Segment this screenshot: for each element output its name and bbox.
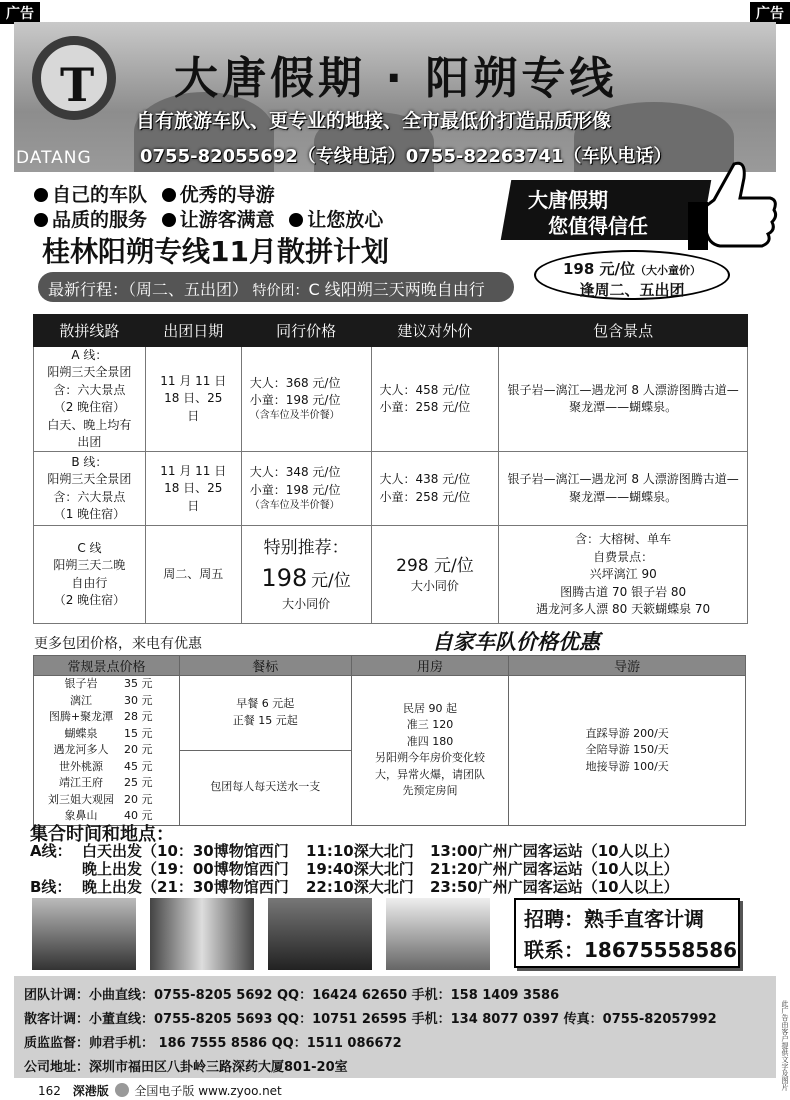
table-row — [34, 347, 748, 452]
logo-t-icon: T — [60, 58, 95, 112]
price-note: （含车位及半价餐） — [249, 499, 340, 511]
route-line: B 线： — [71, 455, 108, 470]
spots-cell: 银子岩—漓江—遇龙河 8 人漂游图腾古道—聚龙潭——蝴蝶泉。 — [499, 347, 748, 452]
room-line: 准四 180 — [406, 734, 454, 748]
side-note: 此广告由客户提供文字及图片 — [781, 1000, 789, 1091]
water-cell: 包团每人每天送水一支 — [179, 750, 351, 825]
gather-stop: 晚上出发（21：30博物馆西门 — [82, 878, 289, 896]
scenic-price: 25 元 — [124, 776, 153, 789]
route-line: 阳朔三天全景团 — [47, 472, 132, 487]
scenic-item — [38, 709, 179, 726]
bullet-icon — [162, 213, 176, 227]
scenic-price: 30 元 — [124, 693, 153, 707]
table-header: 散拼线路 — [34, 315, 146, 347]
scenic-price-list — [34, 676, 180, 826]
badge-price: 198 元/位 — [562, 260, 635, 278]
footer — [38, 1082, 282, 1099]
page-number: 162 — [38, 1084, 61, 1098]
suggest-price-cell — [371, 526, 499, 624]
price-line: 大人：438 元/位 — [379, 472, 471, 487]
scenic-price: 45 元 — [124, 759, 153, 773]
logo-name: DATANG — [16, 148, 92, 168]
route-line: 含：六大景点 — [53, 382, 126, 397]
banner-subtitle: 自有旅游车队、更专业的地接、全市最低价打造品质形像 — [136, 110, 612, 132]
scenic-item — [38, 775, 179, 792]
price-line: 大人：368 元/位 — [249, 375, 341, 390]
contact-line: 团队计调：小曲直线：0755-8205 5692 QQ：16424 62650 手机：158 1409 3586 — [24, 988, 560, 1003]
scenic-name: 遇龙河多人 — [53, 743, 109, 756]
scenic-price: 20 元 — [124, 792, 153, 806]
price-line: 大人：458 元/位 — [379, 382, 471, 397]
price-line: 小童：258 元/位 — [379, 400, 471, 415]
scenic-name: 靖江王府 — [59, 776, 103, 789]
globe-icon — [115, 1083, 129, 1097]
feature-row-2 — [34, 205, 383, 232]
route-line: （2 晚住宿） — [53, 400, 126, 415]
scenic-item — [38, 742, 179, 759]
date-line: 11 月 11 日 — [160, 463, 227, 478]
scenic-name: 银子岩 — [64, 677, 98, 690]
bullet-icon — [34, 213, 48, 227]
spot-line: 图腾古道 70 银子岩 80 — [560, 584, 687, 599]
recommend-note: 大小同价 — [282, 596, 331, 611]
spot-line: 含：大榕树、单车 — [575, 532, 672, 547]
badge-schedule: 逢周二、五出团 — [579, 281, 685, 299]
peer-price-cell — [241, 347, 371, 452]
table-header: 用房 — [351, 656, 509, 676]
spots-cell — [499, 526, 748, 624]
ad-tag-right: 广告 — [750, 2, 790, 24]
route-line: 含：六大景点 — [53, 489, 126, 504]
guide-line: 地接导游 100/天 — [585, 759, 669, 773]
gather-stop: 白天出发（10：30博物馆西门 — [82, 842, 289, 860]
contact-line: 公司地址：深圳市福田区八卦岭三路深药大厦801-20室 — [24, 1060, 348, 1075]
price-note: （含车位及半价餐） — [249, 410, 340, 422]
room-line: 大，异常火爆，请团队 — [375, 767, 485, 781]
date-line: 日 — [187, 408, 200, 423]
scenic-price: 28 元 — [124, 710, 153, 723]
table-header-row — [34, 315, 748, 347]
scenic-name: 蝴蝶泉 — [64, 726, 98, 740]
room-line: 民居 90 起 — [403, 701, 457, 715]
feature-item: 让游客满意 — [179, 209, 275, 231]
village-photo — [386, 898, 490, 970]
feature-item: 自己的车队 — [52, 184, 148, 206]
date-line: 日 — [187, 498, 200, 513]
meal-line: 早餐 6 元起 — [236, 697, 295, 711]
route-line: A 线： — [71, 348, 108, 362]
spot-line: 自费景点： — [593, 549, 654, 564]
route-line: （2 晚住宿） — [53, 593, 126, 608]
route-line: C 线 — [77, 541, 102, 556]
date-line: 18 日、25 — [164, 391, 223, 406]
meal-line: 正餐 15 元起 — [232, 713, 298, 727]
dates-cell — [145, 452, 241, 526]
bullet-icon — [34, 188, 48, 202]
spot-line: 遇龙河多人漂 80 天簌蝴蝶泉 70 — [536, 601, 711, 616]
suggest-note: 大小同价 — [410, 579, 459, 594]
guide-line: 全陪导游 150/天 — [585, 743, 669, 756]
scenic-item — [38, 726, 179, 743]
route-line: 白天、晚上均有 — [47, 417, 132, 432]
table-header: 包含景点 — [499, 315, 748, 347]
recommend-cell — [241, 526, 371, 624]
badge-price-note: （大小童价） — [635, 264, 701, 277]
recruit-phone: 联系：18675558586 — [524, 938, 738, 962]
feature-item: 让您放心 — [307, 209, 384, 231]
spot-line: 兴坪漓江 90 — [589, 567, 657, 582]
banner-phones: 0755-82055692（专线电话）0755-82263741（车队电话） — [140, 146, 672, 167]
date-line: 18 日、25 — [164, 481, 223, 496]
special-label: 特价团： — [252, 283, 309, 299]
special-text: C 线阳朔三天两晚自由行 — [308, 280, 485, 299]
feature-row-1 — [34, 180, 275, 207]
contact-block — [14, 976, 776, 1078]
tour-price-table — [33, 314, 748, 624]
route-cell — [34, 347, 146, 452]
gather-line-label: B线： — [30, 878, 72, 896]
table-header: 建议对外价 — [371, 315, 499, 347]
scenic-price: 40 元 — [124, 809, 153, 822]
price-line: 小童：198 元/位 — [249, 392, 341, 407]
feature-item: 优秀的导游 — [179, 184, 275, 206]
contact-line: 散客计调：小董直线：0755-8205 5693 QQ：10751 26595 手机：134 8077 0397 传真：0755-82057992 — [24, 1012, 717, 1027]
scenic-item — [38, 693, 179, 710]
route-line: 阳朔三天二晚 — [53, 558, 126, 573]
gather-stop: 13:00广州广园客运站（10人以上） — [430, 842, 679, 860]
latest-days: （周二、五出团） — [128, 280, 249, 299]
table-row — [34, 452, 748, 526]
recommend-price: 198 — [261, 564, 308, 593]
room-line: 先预定房间 — [402, 784, 458, 798]
main-title: 桂林阳朔专线11月散拼计划 — [42, 235, 389, 268]
peer-price-cell — [241, 452, 371, 526]
scenic-item — [38, 792, 179, 809]
gather-stop: 11:10深大北门 — [306, 842, 414, 860]
landscape-photo — [32, 898, 136, 970]
gather-stop: 19:40深大北门 — [306, 860, 414, 878]
recruit-box — [514, 898, 740, 968]
scenic-price: 15 元 — [124, 726, 153, 740]
dates-cell — [145, 347, 241, 452]
suggest-price: 298 元/位 — [396, 555, 474, 576]
feature-item: 品质的服务 — [52, 209, 148, 231]
dates-cell: 周二、周五 — [145, 526, 241, 624]
recommend-unit: 元/位 — [311, 571, 351, 592]
scenic-name: 象鼻山 — [64, 809, 98, 822]
route-line: 阳朔三天全景团 — [47, 365, 132, 380]
scenic-name: 图腾+聚龙潭 — [48, 710, 114, 723]
recommend-label: 特别推荐： — [263, 538, 349, 559]
table-header: 出团日期 — [145, 315, 241, 347]
gorge-photo — [268, 898, 372, 970]
gather-stop: 21:20广州广园客运站（10人以上） — [430, 860, 679, 878]
price-line: 小童：258 元/位 — [379, 489, 471, 504]
route-cell — [34, 452, 146, 526]
scenic-name: 世外桃源 — [59, 759, 103, 773]
ad-tag-left: 广告 — [0, 2, 40, 24]
own-fleet-title: 自家车队价格优惠 — [432, 630, 600, 654]
header-banner — [14, 22, 776, 172]
banner-title: 大唐假期 · 阳朔专线 — [174, 53, 618, 104]
table-row — [34, 526, 748, 624]
gather-stop: 22:10深大北门 — [306, 878, 414, 896]
scenic-price: 35 元 — [124, 677, 153, 690]
rooms-cell — [351, 676, 509, 826]
latest-label: 最新行程： — [48, 280, 129, 299]
table-header: 餐标 — [179, 656, 351, 676]
table-header: 导游 — [509, 656, 746, 676]
edition: 深港版 — [72, 1084, 109, 1098]
scenic-item — [38, 676, 179, 693]
meals-cell — [179, 676, 351, 751]
scenic-item — [38, 759, 179, 776]
spots-cell: 银子岩—漓江—遇龙河 8 人漂游图腾古道—聚龙潭——蝴蝶泉。 — [499, 452, 748, 526]
bullet-icon — [289, 213, 303, 227]
scenic-name: 漓江 — [70, 693, 92, 707]
table-header-row — [34, 656, 746, 676]
scenic-price: 20 元 — [124, 743, 153, 756]
guides-cell — [509, 676, 746, 826]
table-header: 同行价格 — [241, 315, 371, 347]
room-line: 另阳朔今年房价变化较 — [375, 751, 485, 765]
cave-photo — [150, 898, 254, 970]
price-line: 大人：348 元/位 — [249, 465, 341, 480]
latest-itinerary — [38, 272, 514, 302]
suggest-price-cell — [371, 347, 499, 452]
extras-table — [33, 655, 746, 826]
date-line: 11 月 11 日 — [160, 374, 227, 389]
gather-title: 集合时间和地点： — [30, 824, 174, 845]
price-line: 小童：198 元/位 — [249, 482, 341, 497]
logo — [22, 30, 122, 140]
gather-stop: 晚上出发（19：00博物馆西门 — [82, 860, 289, 878]
guide-line: 直踩导游 200/天 — [585, 726, 669, 740]
recruit-line: 招聘：熟手直客计调 — [524, 907, 704, 931]
route-cell — [34, 526, 146, 624]
route-line: （1 晚住宿） — [53, 507, 126, 522]
badge-line1: 大唐假期 — [528, 188, 608, 212]
scenic-name: 刘三姐大观园 — [48, 792, 114, 806]
site-url: 全国电子版 www.zyoo.net — [134, 1084, 282, 1098]
table-row — [34, 676, 746, 751]
suggest-price-cell — [371, 452, 499, 526]
room-line: 准三 120 — [406, 718, 454, 732]
route-line: 自由行 — [71, 575, 108, 590]
gather-line-label: A线： — [30, 842, 72, 860]
more-offers-text: 更多包团价格，来电有优惠 — [34, 636, 202, 652]
contact-line: 质监监督：帅君手机： 186 7555 8586 QQ：1511 086672 — [24, 1036, 402, 1051]
price-badge — [534, 250, 730, 300]
badge-line2: 您值得信任 — [548, 214, 648, 238]
bullet-icon — [162, 188, 176, 202]
table-header: 常规景点价格 — [34, 656, 180, 676]
gather-stop: 23:50广州广园客运站（10人以上） — [430, 878, 679, 896]
route-line: 出团 — [77, 434, 102, 449]
